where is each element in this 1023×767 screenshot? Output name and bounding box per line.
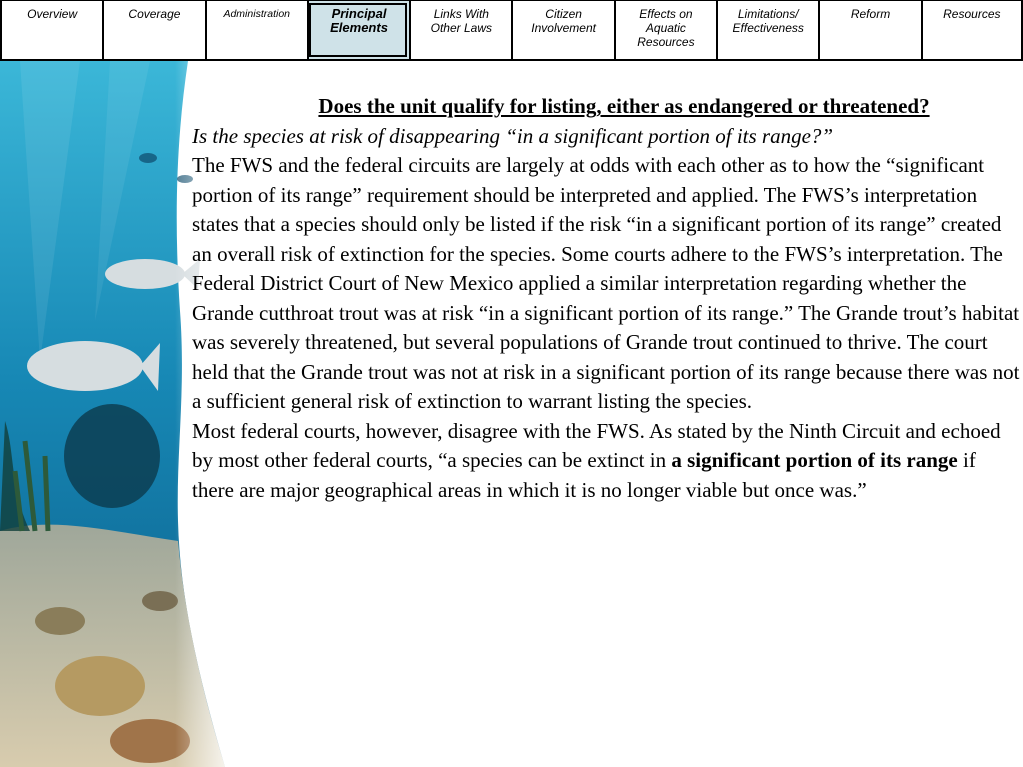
paragraph-2-bold-text: a significant portion of its range: [671, 448, 958, 472]
tab-overview[interactable]: [0, 1, 102, 59]
tab-label: Coverage: [128, 7, 181, 21]
tab-label: Effects on Aquatic Resources: [637, 7, 695, 49]
page-subheading: Is the species at risk of disappearing “in a significant portion of its range?”: [192, 123, 834, 148]
tab-label: Resources: [943, 7, 1001, 21]
tab-label: Administration: [223, 8, 290, 20]
tab-resources[interactable]: [921, 1, 1023, 59]
tab-label: Links With Other Laws: [430, 7, 492, 35]
tab-label: Citizen Involvement: [531, 7, 596, 35]
top-navigation: [0, 0, 1023, 61]
body-paragraph-1: The FWS and the federal circuits are largely at odds with each other as to how the “significant portion of its range” requirement should be interpreted and applied. The FWS’s interpretation states that a species should only be listed if the risk “in a significant portion of its range” created an overall risk of extinction for the species. Some courts adhere to the FWS’s interpretation. The Federal District Court of New Mexico applied a similar interpretation regarding whether the Grande cutthroat trout was at risk “in a significant portion of its range.” The Grande trout’s habitat was severely threatened, but several populations of Grande trout continued to thrive. The court held that the Grande trout was not at risk in a significant portion of its range because there was not a sufficient general risk of extinction to warrant listing the species.: [192, 153, 1020, 413]
tab-links-with-other-laws[interactable]: [409, 1, 511, 59]
body-paragraph-2: [192, 417, 1020, 506]
tab-citizen-involvement[interactable]: [511, 1, 613, 59]
tab-effects-on-aquatic-resources[interactable]: [614, 1, 716, 59]
tab-administration[interactable]: [205, 1, 307, 59]
tab-label: Reform: [850, 7, 891, 21]
tab-label: Overview: [27, 7, 78, 21]
paragraph-2-text-end: if there are major geographical areas in which it is no longer viable but once was.”: [192, 448, 976, 502]
tab-limitations-effectiveness[interactable]: [716, 1, 818, 59]
tab-reform[interactable]: [818, 1, 920, 59]
tab-coverage[interactable]: [102, 1, 204, 59]
tab-principal-elements[interactable]: [307, 1, 409, 59]
tab-label: Principal Elements: [330, 6, 388, 35]
paragraph-2-text-start: Most federal courts, however, disagree with the FWS. As stated by the Ninth Circuit and echoed by most other federal courts, “a species can be extinct in: [192, 418, 1001, 472]
tab-label: Limitations/ Effectiveness: [732, 7, 804, 35]
main-content: [192, 92, 1020, 505]
page-heading: Does the unit qualify for listing, either as endangered or threatened?: [318, 94, 930, 118]
